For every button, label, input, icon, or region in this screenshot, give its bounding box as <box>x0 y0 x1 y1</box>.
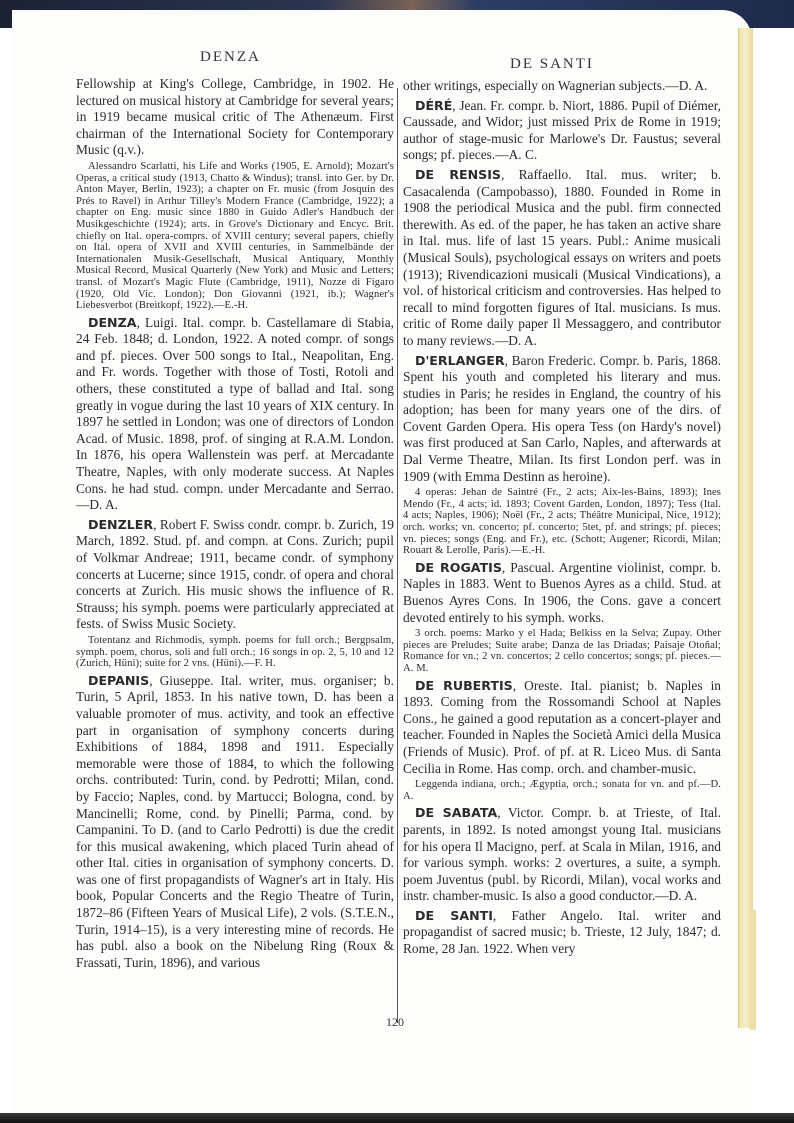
entry-text: Ital. mus. writer; b. Casacalenda (Campobasso), 1880. Founded in Rome in 1908 the periodical Musica and the publ. firm connected therewith. As ed. of the paper, he has taken an active share in Ital. mus. life of last 15 years. Publ.: Anime musicali (Musical Souls), psychological essays on writers and poets (1913); Rivendicazioni musicali (Musical Vindications), a vol. of historical criticism and controversies. Has helped to recall to mind forgotten figures of Ital. musicians. Is mus. critic of Rome daily paper Il Messaggero, and contributor to many reviews.—D. A. <box>403 166 722 348</box>
photo-bottom-edge <box>0 1113 794 1123</box>
entry-bibliography: 4 operas: Jehan de Saintré (Fr., 2 acts; Aix-les-Bains, 1893); Ines Mendo (Fr., 4 acts; id. 1893; Covent Garden, London, 1897); Tess (Ital. 4 acts; Naples, 1906); Noël (Fr., 2 acts; Théâtre Municipal, Nice, 1912); orch. works; vn. concerto; pf. concerto; 5tet, pf. and strings; pf. pieces; vn. pieces; songs (Eng. and Fr.), etc. (Schott; Augener; Ricordi, Milan; Rouart & Lerolle, Paris).—E.-H. <box>403 487 721 557</box>
entry-name: , Pascual. <box>501 559 555 575</box>
entry-name: , Father Angelo. <box>492 907 603 923</box>
entry-headword: DE RENSIS <box>415 166 501 182</box>
entry-text: Ital. compr. b. Castellamare di Stabia, 24 Feb. 1848; d. London, 1922. A noted compr. of songs and pf. pieces. Over 500 songs to Ital., Neapolitan, Eng. and Fr. words. Together with those of Tosti, Rotoli and others, these constituted a type of ballad and Ital. song greatly in vogue during the last 10 years of XIX century. In 1897 he settled in London; was one of directors of London Acad. of Music. 1898, prof. of singing at R.A.M. London. In 1876, his opera Wallenstein was perf. at Mercadante Theatre, Naples, with only moderate success. At Naples Cons. he had stud. compn. under Mercadante and Serrao.—D. A. <box>76 314 394 513</box>
entry-bibliography: 3 orch. poems: Marko y el Hada; Belkiss en la Selva; Zupay. Other pieces are Preludes; Suite arabe; Danza de las Driadas; Paisaje Otoñal; Romance for vn.; 2 vn. concertos; 2 cello concertos; songs; pf. pieces.—A. M. <box>403 628 721 674</box>
entry-headword: DENZLER <box>88 516 154 532</box>
continuation-paragraph: Fellowship at King's College, Cambridge, in 1902. He lectured on musical history at Cambridge for several years; in 1919 became musical critic of The Athenæum. First chairman of the International Society for Contemporary Music (q.v.). <box>76 76 394 158</box>
page-edge-stack <box>738 28 753 1028</box>
entry-text: Swiss condr. compr. b. Zurich, 19 March, 1892. Stud. pf. and compn. at Cons. Zurich; pupil of Volkmar Andreae; 1911, became condr. of symphony concerts at Lucerne; since 1915, condr. of opera and choral concerts at Zurich. His music shows the influence of R. Strauss; his symph. poems were particularly appreciated at fests. of Swiss Music Society. <box>76 516 394 632</box>
entry-headword: DENZA <box>88 314 137 330</box>
entry-headword: DE RUBERTIS <box>415 677 513 693</box>
entry-bibliography: Totentanz and Richmodis, symph. poems for full orch.; Bergpsalm, symph. poem, chorus, soli and full orch.; 16 songs in op. 2, 5, 10 and 12 (Zurich, Hüni); suite for 2 vns. (Hüni).—F. H. <box>76 634 394 670</box>
dictionary-entry-de-rubertis <box>403 678 721 778</box>
dictionary-entry-de-rogatis <box>403 560 721 626</box>
column-rule <box>397 88 398 1023</box>
dictionary-entry-denza <box>76 315 394 514</box>
dictionary-entry-de-santi <box>403 908 721 958</box>
entry-text: Ital. pianist; b. Naples in 1893. Coming from the Rossomandi School at Naples Cons., he gained a good reputation as a concert-player and teacher. Founded in Naples the Società Amici della Musica (Friends of Music). Prof. of pf. at R. Liceo Mus. di Santa Cecilia in Rome. Has comp. orch. and chamber-music. <box>403 677 722 776</box>
dictionary-entry-dere <box>403 98 721 164</box>
page-edge-stack-lower <box>750 910 756 1030</box>
entry-headword: D'ERLANGER <box>415 352 505 368</box>
entry-text: Ital. writer, mus. organiser; b. Turin, 5 April, 1853. In his native town, D. has been a valuable promoter of mus. activity, and took an effective part in organisation of symphony concerts during Exhibitions of 1884, 1898 and 1911. Especially memorable were those of 1884, to which the following orchs. contributed: Turin, cond. by Pedrotti; Milan, cond. by Faccio; Naples, cond. by Martucci; Bologna, cond. by Mancinelli; Rome, cond. by Pinelli; Parma, cond. by Campanini. To D. (and to Carlo Pedrotti) is due the credit for this musical awakening, which placed Turin ahead of other Ital. cities in organisation of symphony concerts. D. was one of first propagandists of Wagner's art in Italy. His book, Popular Concerts and the Regio Theatre of Turin, 1872–86 (Fifteen Years of Musical Life), 2 vols. (S.T.E.N., Turin, 1914–15), is a very interesting mine of records. He has publ. also a book on the Nibelung Ring (Roux & Frassati, Turin, 1896), and various <box>76 672 394 970</box>
continuation-paragraph: other writings, especially on Wagnerian subjects.—D. A. <box>403 78 708 93</box>
entry-text: Fr. compr. b. Niort, 1886. Pupil of Diémer, Caussade, and Widor; just missed Prix de Rome in 1919; author of stage-music for Marlowe's Dr. Faustus; several songs; pf. pieces.—A. C. <box>403 97 721 163</box>
entry-text: Compr. b. Paris, 1868. Spent his youth and completed his literary and mus. studies in Paris; he resides in England, the country of his adoption; has been for many years one of the dirs. of Covent Garden Opera. His opera Tess (on Hardy's novel) was first produced at San Carlo, Naples, and afterwards at Dal Verme Theatre, Milan. Its first London perf. was in 1909 (with Emma Destinn as heroine). <box>403 352 721 484</box>
left-column <box>76 76 394 971</box>
dictionary-entry-denzler <box>76 517 394 633</box>
entry-headword: DE SANTI <box>415 907 493 923</box>
entry-headword: DE ROGATIS <box>415 559 502 575</box>
dictionary-entry-depanis <box>76 673 394 972</box>
entry-text: Compr. b. at Trieste, of Ital. parents, in 1892. Is noted amongst young Ital. musicians for his opera Il Macigno, perf. at Scala in Milan, 1916, and for various symph. works: 2 overtures, a suite, a symph. poem Juventus (publ. by Ricordi, Milan), vocal works and instr. chamber-music. Is also a good conductor.—D. A. <box>403 805 721 904</box>
page-number: 120 <box>386 1015 404 1029</box>
entry-name: , Victor. <box>497 805 544 821</box>
entry-name: , Giuseppe. <box>149 672 214 688</box>
entry-name: , Robert F. <box>153 516 210 532</box>
entry-text: Argentine violinist, compr. b. Naples in 1883. Went to Buenos Ayres as a child. Stud. at Buenos Ayres Cons. In 1906, the Cons. gave a concert devoted entirely to his symph. works. <box>403 559 722 625</box>
dictionary-entry-de-rensis <box>403 167 721 350</box>
entry-text: Ital. writer and propagandist of sacred music; b. Trieste, 12 July, 1847; d. Rome, 28 Jan. 1922. When very <box>403 907 721 957</box>
bibliography-paragraph: Alessandro Scarlatti, his Life and Works (1905, E. Arnold); Mozart's Operas, a critical study (1913, Chatto & Windus); transl. into Ger. by Dr. Anton Mayer, Berlin, 1923); a chapter on Fr. music (from Josquin des Prés to Ravel) in Arthur Tilley's Modern France (Cambridge, 1922); a chapter on Eng. music since 1880 in Guido Adler's Handbuch der Musikgeschichte (1924); arts. in Grove's Dictionary and Encyc. Brit. chiefly on Ital. opera-comprs. of XVIII century; several papers, chiefly on Ital. opera of XVII and XVIII centuries, in Sammelbände der Internationalen Musik-Gesellschaft, Musical Antiquary, Monthly Musical Record, Musical Quarterly (New York) and Music and Letters; transl. of Mozart's Magic Flute (Cambridge, 1911), Nozze di Figaro (1920, Old Vic. London); Don Giovanni (1921, ib.); Wagner's Liebesverbot (Breitkopf, 1922).—E.-H. <box>76 160 394 312</box>
right-column <box>403 78 721 958</box>
dictionary-entry-de-sabata <box>403 805 721 905</box>
entry-name: , Baron Frederic. <box>504 352 597 368</box>
entry-headword: DEPANIS <box>88 672 150 688</box>
entry-name: , Oreste. <box>512 677 563 693</box>
entry-name: , Jean. <box>452 97 487 113</box>
running-head-left: DENZA <box>200 49 261 65</box>
entry-headword: DÉRÉ <box>415 97 453 113</box>
entry-name: , Luigi. <box>136 314 178 330</box>
dictionary-entry-d-erlanger <box>403 353 721 486</box>
entry-name: , Raffaello. <box>501 166 572 182</box>
running-head-right: DE SANTI <box>510 56 594 72</box>
entry-bibliography: Leggenda indiana, orch.; Ægyptia, orch.; sonata for vn. and pf.—D. A. <box>403 779 721 802</box>
entry-headword: DE SABATA <box>415 805 498 821</box>
